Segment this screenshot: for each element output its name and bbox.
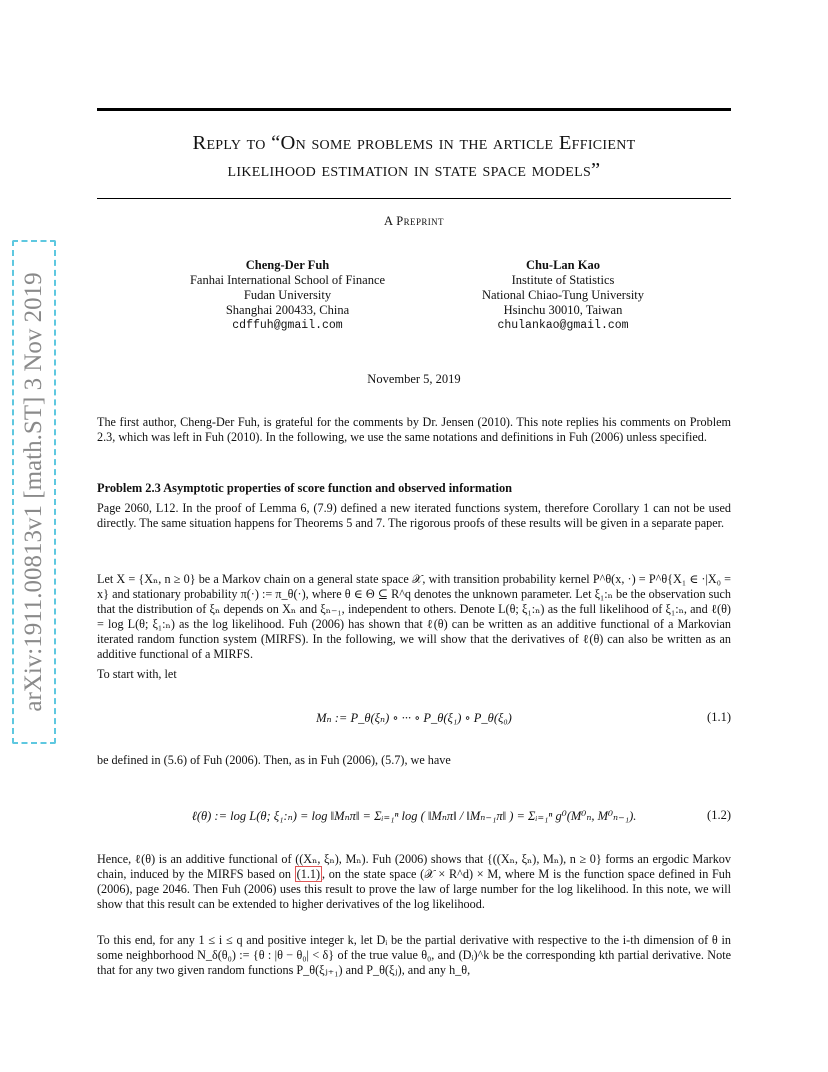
author-email: cdffuh@gmail.com xyxy=(232,319,343,332)
author-affiliation: Institute of Statistics xyxy=(511,273,615,287)
title-line-1: Reply to “On some problems in the article Efficient xyxy=(192,132,636,154)
markov-chain-paragraph: Let X = {Xₙ, n ≥ 0} be a Markov chain on a general state space 𝒳, with transition probability kernel P^θ(x, ·) = P^θ{X₁ ∈ ·|X₀ = x} and stationary probability π(·) := π_θ(·), where θ ∈ Θ ⊆ R^q denotes the unknown parameter. Let ξ₁:ₙ be the observation such that the distribution of ξₙ depends on Xₙ and ξₙ₋₁, independent to others. Denote L(θ; ξ₁:ₙ) as the full likelihood of ξ₁:ₙ, and ℓ(θ) = log L(θ; ξ₁:ₙ) as the log likelihood. Fuh (2006) has shown that ℓ(θ) can be written as an additive functional of a Markovian iterated random function system (MIRFS). In the following, we will show that the derivatives of ℓ(θ) can also be written as an additive functional of a MIRFS. xyxy=(97,572,731,661)
title-bottom-rule xyxy=(97,198,731,199)
final-paragraph: To this end, for any 1 ≤ i ≤ q and positive integer k, let Dᵢ be the partial derivative with respective to the i-th dimension of θ in some neighborhood N_δ(θ₀) := {θ : |θ − θ₀| < δ} of the true value θ₀, and (Dᵢ)^k be the corresponding kth partial derivative. Note that for any two given random functions P_θ(ξⱼ₊₁) and P_θ(ξⱼ), and any h_θ, xyxy=(97,933,731,977)
author-affiliation: Fanhai International School of Finance xyxy=(189,273,386,287)
equation-reference-link[interactable]: (1.1) xyxy=(296,866,321,881)
equation-number: (1.2) xyxy=(707,808,731,822)
equation-1-1 xyxy=(97,708,731,728)
equation-body: ℓ(θ) := log L(θ; ξ₁:ₙ) = log ‖Mₙπ‖ = Σᵢ₌₁ⁿ log ( ‖Mₙπ‖ / ‖Mₙ₋₁π‖ ) = Σᵢ₌₁ⁿ g⁰(M⁰ₙ, M⁰ₙ₋₁). xyxy=(191,809,637,823)
author-email: chulankao@gmail.com xyxy=(497,319,629,332)
section-heading: Problem 2.3 Asymptotic properties of score function and observed information xyxy=(97,481,513,495)
problem-paragraph: Page 2060, L12. In the proof of Lemma 6, (7.9) defined a new iterated functions system, therefore Corollary 1 can not be used directly. The same situation happens for Theorems 5 and 7. The rigorous proofs of these results will be given in a separate paper. xyxy=(97,501,731,530)
author-block-2 xyxy=(448,258,678,333)
equation-1-2 xyxy=(97,793,731,841)
equation-number: (1.1) xyxy=(707,710,731,724)
equation-body: Mₙ := P_θ(ξₙ) ∘ ··· ∘ P_θ(ξ₁) ∘ P_θ(ξ₀) xyxy=(316,711,512,725)
author-affiliation: Shanghai 200433, China xyxy=(225,303,350,317)
author-name: Chu-Lan Kao xyxy=(526,258,600,272)
paper-date: November 5, 2019 xyxy=(367,372,461,386)
hence-text-b: , on the state space (𝒳 × R^d) × M, where M is the function space defined in Fuh (2006), page 2046. Then Fuh (2006) uses this result to prove the law of large number for the log likelihood. In this note, we will show that this result can be extended to higher derivatives of the log likelihood. xyxy=(97,866,731,911)
arxiv-identifier: arXiv:1911.00813v1 [math.ST] 3 Nov 2019 xyxy=(20,272,47,712)
hence-text-a: Hence, ℓ(θ) is an additive functional of ((Xₙ, ξₙ), Mₙ). Fuh (2006) shows that {((Xₙ, ξₙ), Mₙ), n ≥ 0} forms an ergodic Markov chain, induced by the MIRFS based on xyxy=(97,852,731,881)
preprint-label: A Preprint xyxy=(384,214,444,228)
author-affiliation: Fudan University xyxy=(243,288,332,302)
author-block-1 xyxy=(160,258,415,333)
paper-title xyxy=(97,130,731,184)
title-line-2: likelihood estimation in state space models” xyxy=(227,159,601,181)
defined-text: be defined in (5.6) of Fuh (2006). Then, as in Fuh (2006), (5.7), we have xyxy=(97,753,451,767)
author-affiliation: Hsinchu 30010, Taiwan xyxy=(503,303,623,317)
arxiv-sidebar-stamp xyxy=(12,240,56,744)
author-affiliation: National Chiao-Tung University xyxy=(481,288,645,302)
hence-paragraph xyxy=(97,852,731,912)
intro-paragraph: The first author, Cheng-Der Fuh, is grateful for the comments by Dr. Jensen (2010). This note replies his comments on Problem 2.3, which was left in Fuh (2010). In the following, we use the same notations and definitions in Fuh (2006) unless specified. xyxy=(97,415,731,444)
start-text: To start with, let xyxy=(97,667,177,681)
author-name: Cheng-Der Fuh xyxy=(245,258,330,272)
title-top-rule xyxy=(97,108,731,111)
